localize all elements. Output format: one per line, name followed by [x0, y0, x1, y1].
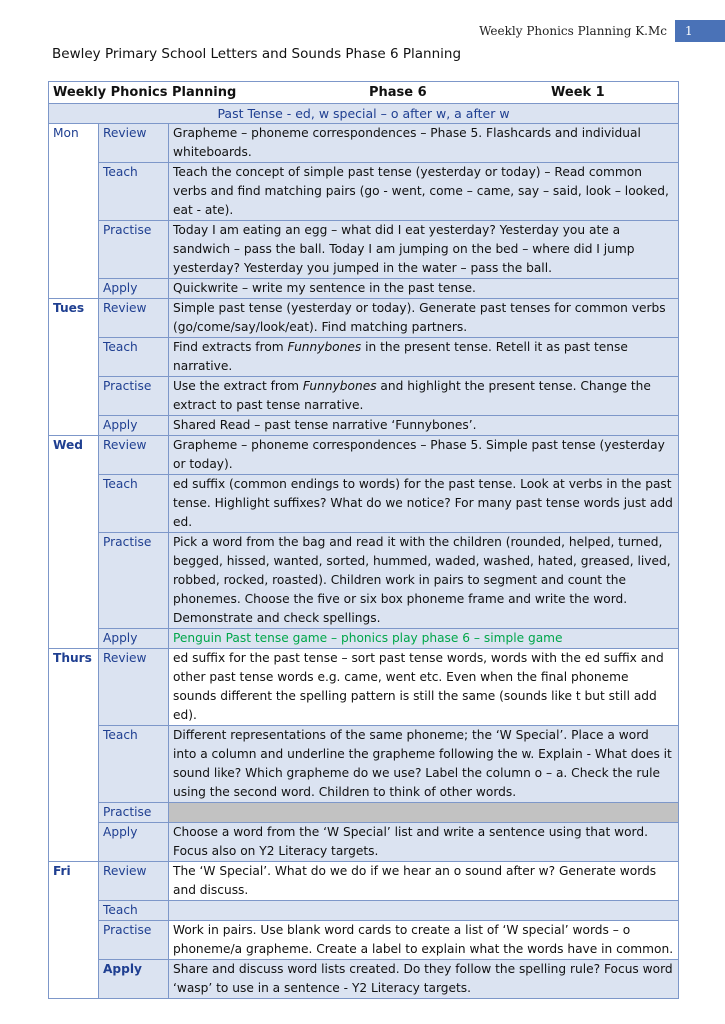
day-label-thurs: Thurs: [49, 649, 99, 862]
table-row: [49, 921, 679, 960]
stage-label: Teach: [99, 475, 169, 533]
subtitle-row: [49, 104, 679, 124]
table-row: [49, 377, 679, 416]
table-row: [49, 862, 679, 901]
table-row: [49, 221, 679, 279]
table-heading-cell: [49, 82, 679, 104]
day-label-fri: Fri: [49, 862, 99, 999]
stage-label: Practise: [99, 377, 169, 416]
teach-text-b: in the present tense. Retell it as past tense narrative.: [173, 340, 628, 373]
stage-label: Review: [99, 299, 169, 338]
activity-cell: Grapheme – phoneme correspondences – Phase 5. Flashcards and individual whiteboards.: [169, 124, 679, 163]
activity-cell: [169, 901, 679, 921]
book-title: Funnybones: [287, 340, 362, 354]
table-row: [49, 475, 679, 533]
table-row: [49, 803, 679, 823]
activity-cell: ed suffix for the past tense – sort past tense words, words with the ed suffix and other past tense words e.g. came, went etc. Even when the final phoneme sounds different the spelling pattern is still the same (sounds like t but still add ed).: [169, 649, 679, 726]
phase-text: Phase 6: [369, 85, 427, 100]
day-label-tues: Tues: [49, 299, 99, 436]
stage-label: Practise: [99, 921, 169, 960]
page-number: 1: [675, 20, 725, 42]
table-row: [49, 279, 679, 299]
activity-link[interactable]: Penguin Past tense game – phonics play phase 6 – simple game: [169, 629, 679, 649]
document-title: Bewley Primary School Letters and Sounds Phase 6 Planning: [52, 46, 462, 62]
day-label-wed: Wed: [49, 436, 99, 649]
activity-cell: [169, 377, 679, 416]
stage-label: Review: [99, 124, 169, 163]
subtitle-cell: Past Tense - ed, w special – o after w, a after w: [49, 104, 679, 124]
activity-cell: Work in pairs. Use blank word cards to create a list of ‘W special’ words – o phoneme/a grapheme. Create a label to explain what the words have in common.: [169, 921, 679, 960]
day-label-mon: Mon: [49, 124, 99, 299]
activity-cell: Grapheme – phoneme correspondences – Phase 5. Simple past tense (yesterday or today).: [169, 436, 679, 475]
stage-label: Apply: [99, 279, 169, 299]
stage-label: Apply: [99, 823, 169, 862]
activity-cell: Teach the concept of simple past tense (yesterday or today) – Read common verbs and find matching pairs (go - went, come – came, say – said, look – looked, eat - ate).: [169, 163, 679, 221]
stage-label: Teach: [99, 901, 169, 921]
activity-cell: Quickwrite – write my sentence in the past tense.: [169, 279, 679, 299]
table-row: [49, 124, 679, 163]
stage-label: Teach: [99, 338, 169, 377]
page-header: [0, 20, 725, 44]
stage-label: Apply: [99, 960, 169, 999]
activity-cell: Pick a word from the bag and read it with the children (rounded, helped, turned, begged, hissed, wanted, sorted, hummed, waded, washed, hated, greased, lived, robbed, rocked, roasted). Children work in pairs to segment and count the phonemes. Choose the five or six box phoneme frame and write the word. Demonstrate and check spellings.: [169, 533, 679, 629]
activity-cell: [169, 338, 679, 377]
activity-cell: Share and discuss word lists created. Do they follow the spelling rule? Focus word ‘wasp’ to use in a sentence - Y2 Literacy targets.: [169, 960, 679, 999]
stage-label: Teach: [99, 163, 169, 221]
activity-cell: [169, 803, 679, 823]
teach-text-a: Find extracts from: [173, 340, 288, 354]
stage-label: Review: [99, 649, 169, 726]
table-row: [49, 436, 679, 475]
stage-label: Practise: [99, 803, 169, 823]
activity-cell: Choose a word from the ‘W Special’ list and write a sentence using that word. Focus also on Y2 Literacy targets.: [169, 823, 679, 862]
activity-cell: Different representations of the same phoneme; the ‘W Special’. Place a word into a column and underline the grapheme following the w. Explain - What does it sound like? Which grapheme do we use? Label the column o – a. Check the rule using the second word. Children to think of other words.: [169, 726, 679, 803]
stage-label: Teach: [99, 726, 169, 803]
stage-label: Apply: [99, 416, 169, 436]
book-title: Funnybones: [302, 379, 377, 393]
activity-cell: Shared Read – past tense narrative ‘Funnybones’.: [169, 416, 679, 436]
planning-table: [48, 81, 679, 999]
activity-cell: Simple past tense (yesterday or today). Generate past tenses for common verbs (go/come/say/look/eat). Find matching partners.: [169, 299, 679, 338]
activity-cell: ed suffix (common endings to words) for the past tense. Look at verbs in the past tense. Highlight suffixes? What do we notice? For many past tense words just add ed.: [169, 475, 679, 533]
table-row: [49, 726, 679, 803]
stage-label: Apply: [99, 629, 169, 649]
stage-label: Practise: [99, 533, 169, 629]
week-text: Week 1: [551, 85, 605, 100]
stage-label: Review: [99, 862, 169, 901]
table-row: [49, 629, 679, 649]
activity-cell: The ‘W Special’. What do we do if we hear an o sound after w? Generate words and discuss.: [169, 862, 679, 901]
table-row: [49, 163, 679, 221]
table-row: [49, 901, 679, 921]
practise-text-a: Use the extract from: [173, 379, 303, 393]
practise-text-b: and highlight the present tense. Change the extract to past tense narrative.: [173, 379, 651, 412]
heading-text: Weekly Phonics Planning: [53, 85, 237, 100]
stage-label: Review: [99, 436, 169, 475]
stage-label: Practise: [99, 221, 169, 279]
table-row: [49, 823, 679, 862]
table-row: [49, 649, 679, 726]
table-row: [49, 416, 679, 436]
table-row: [49, 338, 679, 377]
table-row: [49, 960, 679, 999]
table-row: [49, 533, 679, 629]
table-header-row: [49, 82, 679, 104]
activity-cell: Today I am eating an egg – what did I eat yesterday? Yesterday you ate a sandwich – pass the ball. Today I am jumping on the bed – where did I jump yesterday? Yesterday you jumped in the water – pass the ball.: [169, 221, 679, 279]
header-text: Weekly Phonics Planning K.Mc: [479, 24, 667, 38]
table-row: [49, 299, 679, 338]
